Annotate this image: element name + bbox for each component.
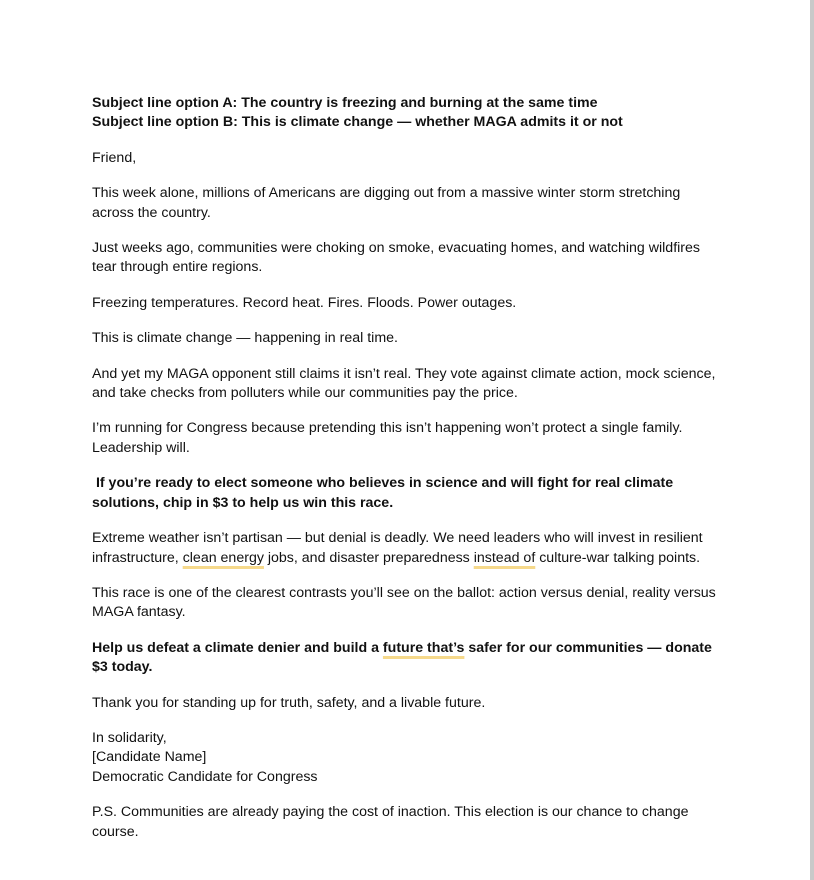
paragraph-running: I’m running for Congress because pretending this isn’t happening won’t protect a single family. Leadership will. xyxy=(92,420,683,456)
text-segment: safer for our communities — donate $3 today. xyxy=(92,639,712,676)
text-segment: Help us defeat a climate denier and build a xyxy=(92,639,383,656)
paragraph-climate-change: This is climate change — happening in real time. xyxy=(92,330,398,347)
paragraph-opponent: And yet my MAGA opponent still claims it isn’t real. They vote against climate action, mock science, and take checks from polluters while our communities pay the price. xyxy=(92,365,716,402)
highlight-future-thats: future that’s xyxy=(382,639,465,656)
paragraph-ask-2 xyxy=(92,639,722,678)
text-segment: culture-war talking points. xyxy=(535,549,701,566)
paragraph-contrast: This race is one of the clearest contrasts you’ll see on the ballot: action versus denial, reality versus MAGA fantasy. xyxy=(92,584,716,621)
text-segment: jobs, and disaster preparedness xyxy=(263,549,474,566)
subject-line-b: Subject line option B: This is climate change — whether MAGA admits it or not xyxy=(92,114,623,131)
signoff: In solidarity, xyxy=(92,729,167,746)
text-segment: Extreme weather isn’t partisan — but denial is deadly. We need leaders who will invest in resilient infrastructure, xyxy=(92,530,703,566)
page-edge-divider xyxy=(810,0,814,880)
email-draft xyxy=(92,94,722,858)
paragraph-extremes: Freezing temperatures. Record heat. Fires. Floods. Power outages. xyxy=(92,294,517,311)
greeting: Friend, xyxy=(92,149,137,166)
paragraph-winter-storm: This week alone, millions of Americans are digging out from a massive winter storm stretching across the country. xyxy=(92,185,681,221)
paragraph-wildfires: Just weeks ago, communities were choking on smoke, evacuating homes, and watching wildfires tear through entire regions. xyxy=(92,240,700,276)
paragraph-thanks: Thank you for standing up for truth, safety, and a livable future. xyxy=(92,694,486,711)
paragraph-extreme-weather xyxy=(92,529,722,568)
highlight-clean-energy: clean energy xyxy=(182,549,264,566)
signature xyxy=(92,729,722,787)
highlight-instead-of: instead of xyxy=(473,549,536,566)
paragraph-ask-1: If you’re ready to elect someone who believes in science and will fight for real climate solutions, chip in $3 to help us win this race. xyxy=(92,475,678,511)
subject-lines xyxy=(92,94,722,133)
postscript: P.S. Communities are already paying the cost of inaction. This election is our chance to change course. xyxy=(92,804,689,840)
subject-line-a: Subject line option A: The country is freezing and burning at the same time xyxy=(92,95,598,111)
candidate-role: Democratic Candidate for Congress xyxy=(92,768,318,785)
candidate-name: [Candidate Name] xyxy=(92,749,207,766)
